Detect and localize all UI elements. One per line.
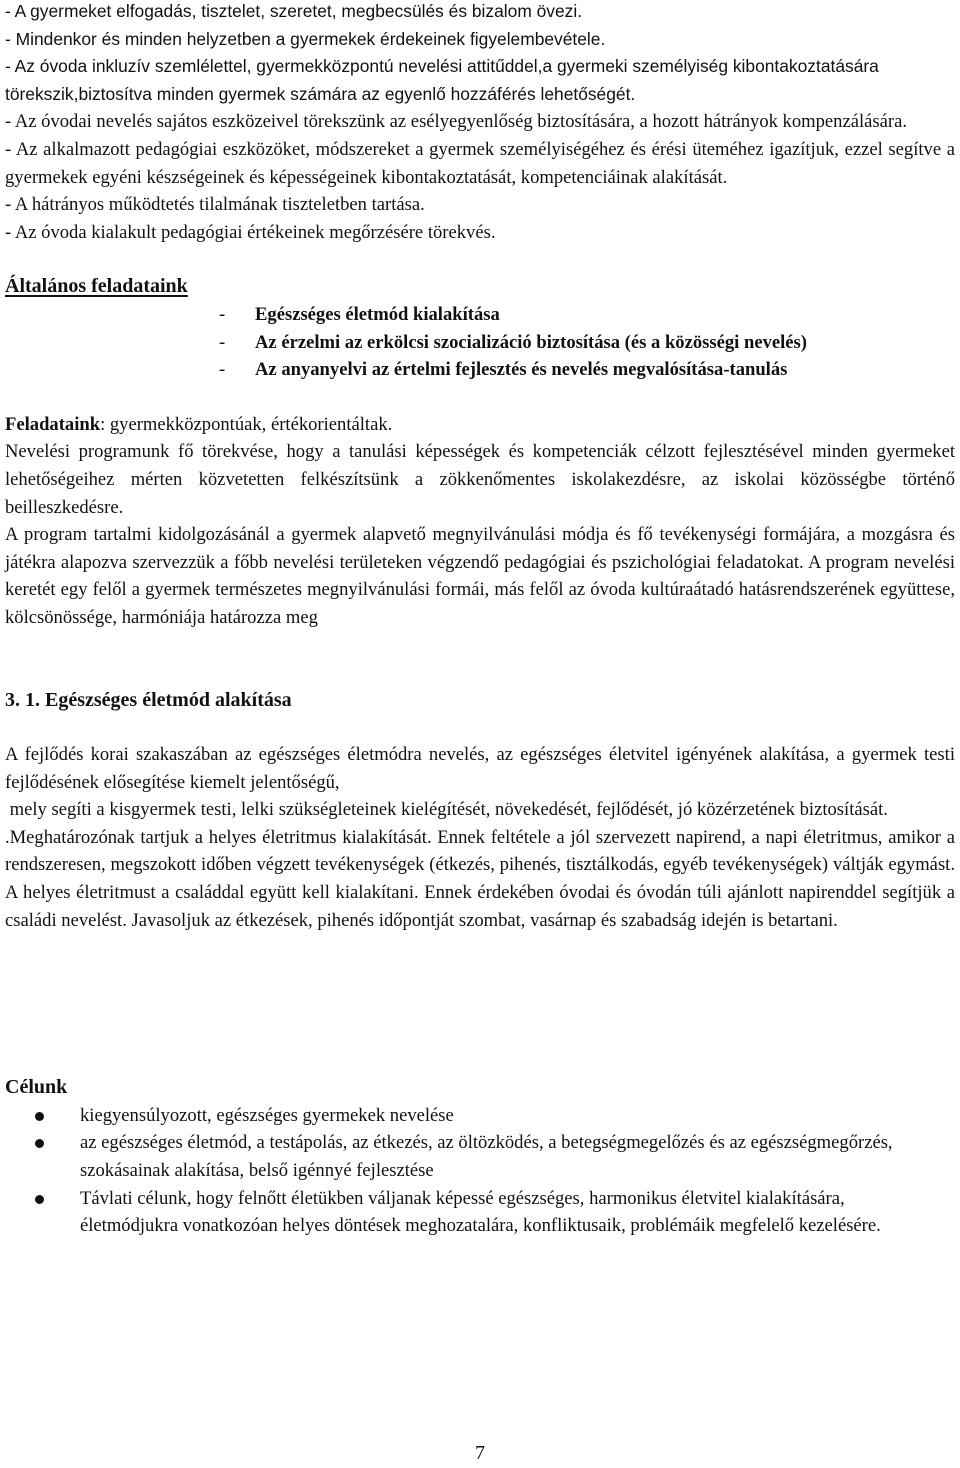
intro-line: - Az óvoda inkluzív szemlélettel, gyermekközpontú nevelési attitűddel,a gyermeki személyiség kibontakoztatására törekszik,biztosítva minden gyermek számára az egyenlő hozzáférés lehetőségét. bbox=[5, 56, 879, 104]
goal-item bbox=[5, 1102, 910, 1130]
intro-block bbox=[5, 0, 955, 108]
general-task-item bbox=[5, 301, 955, 329]
program-paragraph: A program tartalmi kidolgozásánál a gyermek alapvető megnyilvánulási módja és fő tevékenységi formájára, a mozgásra és játékra alapozva szervezzük a főbb nevelési területeken végzendő pedagógiai és pszichológiai feladatokat. A program nevelési keretét egy felől a gyermek természetes megnyilvánulási formái, más felől az óvoda kultúraátadó hatásrendszerének együttese, kölcsönössége, harmóniája határozza meg bbox=[5, 524, 955, 628]
dash-marker: - bbox=[219, 303, 226, 325]
section-title: 3. 1. Egészséges életmód alakítása bbox=[5, 689, 292, 712]
goal-item bbox=[5, 1129, 910, 1184]
goals-heading: Célunk bbox=[5, 1076, 68, 1099]
section-paragraph: A fejlődés korai szakaszában az egészséges életmódra nevelés, az egészséges életvitel igényének alakítása, a gyermek testi fejlődésének elősegítése kiemelt jelentőségű, bbox=[5, 744, 955, 793]
principle-line: - Az óvoda kialakult pedagógiai értékeinek megőrzésére törekvés. bbox=[5, 221, 496, 243]
goal-text: az egészséges életmód, a testápolás, az étkezés, az öltözködés, a betegségmegelőzés és az egészségmegőrzés, szokásainak alakítása, belső igénnyé fejlesztése bbox=[80, 1132, 893, 1181]
dash-marker: - bbox=[219, 359, 226, 381]
tasks-line bbox=[5, 411, 955, 439]
tasks-text: : gyermekközpontúak, értékorientáltak. bbox=[100, 413, 393, 435]
page-number: 7 bbox=[475, 1442, 485, 1464]
program-block bbox=[5, 438, 955, 631]
goal-text: Távlati célunk, hogy felnőtt életükben váljanak képessé egészséges, harmonikus életvitel kialakítására, életmódjukra vonatkozóan helyes döntések meghozatalára, konfliktusaik, problémáik megfelelő kezelésére. bbox=[80, 1187, 881, 1237]
general-task-item bbox=[5, 329, 955, 357]
dash-marker: - bbox=[219, 331, 226, 353]
general-task-text: Az érzelmi az erkölcsi szocializáció biztosítása (és a közösségi nevelés) bbox=[255, 331, 807, 353]
general-tasks-section bbox=[5, 273, 955, 383]
bullet-icon bbox=[35, 1139, 44, 1148]
document-page bbox=[5, 0, 955, 1240]
general-task-item bbox=[5, 356, 955, 384]
goals-list bbox=[5, 1102, 955, 1240]
goals-section bbox=[5, 1074, 955, 1240]
section-paragraph: .Meghatározónak tartjuk a helyes életritmus kialakítását. Ennek feltétele a jól szervezett napirend, a napi életritmus, amikor a rendszeresen, megszokott időben végzett tevékenységek (étkezés, pihenés, tisztálkodás, egyéb tevékenységek) váltják egymást. A helyes életritmust a családdal együtt kell kialakítani. Ennek érdekében óvodai és óvodán túli ajánlott napirenddel segítjük a családi nevelést. Javasoljuk az étkezések, pihenés időpontját szombat, vasárnap és szabadság idején is betartani. bbox=[5, 826, 955, 931]
bullet-icon bbox=[35, 1112, 44, 1121]
intro-line: - A gyermeket elfogadás, tisztelet, szeretet, megbecsülés és bizalom övezi. bbox=[5, 1, 583, 21]
program-paragraph: Nevelési programunk fő törekvése, hogy a tanulási képességek és kompetenciák célzott fejlesztésével minden gyermeket lehetőségeihez mérten közvetetten felkészítsünk a zökkenőmentes iskolakezdésre, az iskolai közösségbe történő beilleszkedésre. bbox=[5, 441, 955, 518]
general-task-text: Egészséges életmód kialakítása bbox=[255, 303, 500, 325]
general-tasks-heading: Általános feladataink bbox=[5, 275, 188, 298]
bullet-icon bbox=[35, 1195, 44, 1204]
principle-line: - Az alkalmazott pedagógiai eszközöket, módszereket a gyermek személyiségéhez és érési üteméhez igazítjuk, ezzel segítve a gyermekek egyéni készségeinek és képességeinek kibontakoztatását, kompetenciáinak alakítását. bbox=[5, 138, 955, 188]
goal-item bbox=[5, 1185, 910, 1240]
intro-line: - Mindenkor és minden helyzetben a gyermekek érdekeinek figyelembevétele. bbox=[5, 28, 606, 49]
principles-block bbox=[5, 108, 955, 246]
tasks-label: Feladataink bbox=[5, 413, 101, 435]
principle-line: - A hátrányos működtetés tilalmának tiszteletben tartása. bbox=[5, 194, 425, 216]
principle-line: - Az óvodai nevelés sajátos eszközeivel törekszünk az esélyegyenlőség biztosítására, a hozott hátrányok kompenzálására. bbox=[5, 111, 907, 133]
section-paragraph: mely segíti a kisgyermek testi, lelki szükségleteinek kielégítését, növekedését, fejlődését, jó közérzetének biztosítását. bbox=[5, 799, 888, 821]
general-tasks-list bbox=[5, 301, 955, 384]
goal-text: kiegyensúlyozott, egészséges gyermekek nevelése bbox=[80, 1104, 454, 1126]
general-task-text: Az anyanyelvi az értelmi fejlesztés és nevelés megvalósítása-tanulás bbox=[255, 359, 788, 381]
section-body bbox=[5, 741, 955, 934]
